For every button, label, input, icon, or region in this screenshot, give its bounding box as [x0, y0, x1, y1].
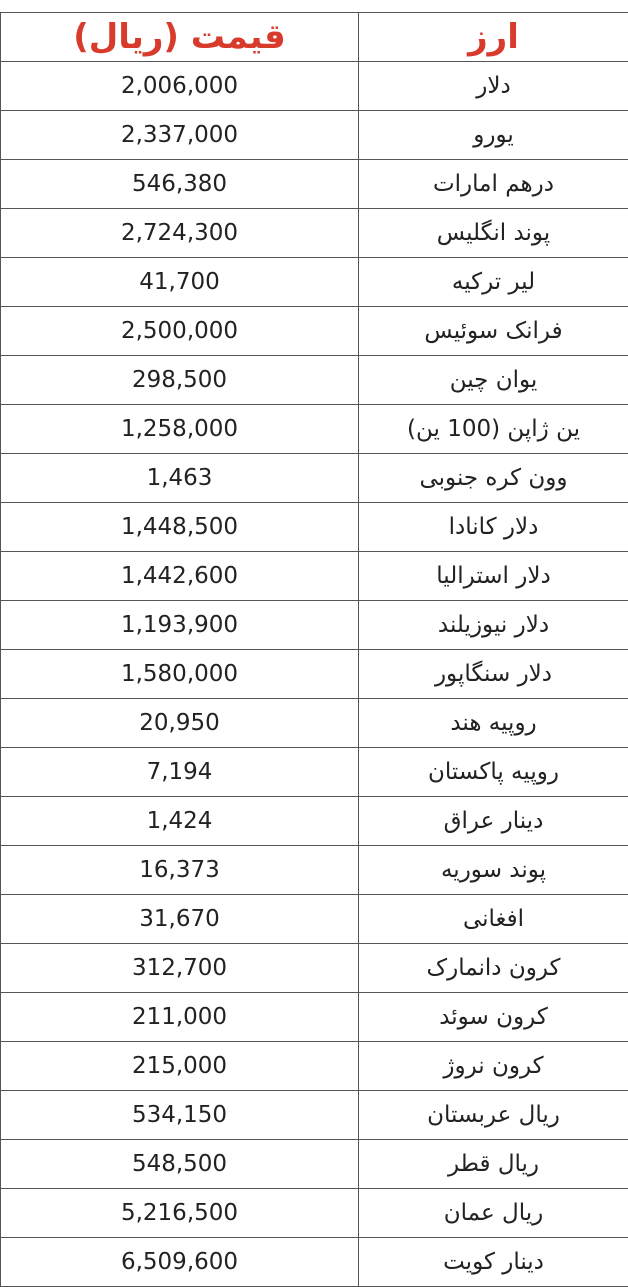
currency-name-cell: کرون سوئد [359, 993, 628, 1042]
currency-name-cell: دینار عراق [359, 797, 628, 846]
currency-name-cell: درهم امارات [359, 160, 628, 209]
price-cell: 1,442,600 [1, 552, 359, 601]
currency-name-cell: لیر ترکیه [359, 258, 628, 307]
price-cell: 2,006,000 [1, 62, 359, 111]
price-column-header: قیمت (ریال) [1, 13, 359, 62]
price-cell: 7,194 [1, 748, 359, 797]
currency-name-cell: یوان چین [359, 356, 628, 405]
exchange-rate-table [0, 12, 628, 1287]
currency-name-cell: ریال قطر [359, 1140, 628, 1189]
table-row [1, 454, 628, 503]
price-cell: 548,500 [1, 1140, 359, 1189]
price-cell: 31,670 [1, 895, 359, 944]
table-row [1, 111, 628, 160]
currency-name-cell: روپیه هند [359, 699, 628, 748]
table-row [1, 601, 628, 650]
currency-column-header: ارز [359, 13, 628, 62]
price-cell: 2,724,300 [1, 209, 359, 258]
currency-name-cell: دلار کانادا [359, 503, 628, 552]
price-cell: 1,258,000 [1, 405, 359, 454]
currency-name-cell: پوند انگلیس [359, 209, 628, 258]
price-cell: 1,580,000 [1, 650, 359, 699]
table-row [1, 1042, 628, 1091]
currency-name-cell: وون کره جنوبی [359, 454, 628, 503]
price-cell: 1,424 [1, 797, 359, 846]
price-cell: 20,950 [1, 699, 359, 748]
table-row [1, 797, 628, 846]
table-header-row [1, 13, 628, 62]
currency-name-cell: یورو [359, 111, 628, 160]
table-row [1, 1238, 628, 1287]
price-cell: 215,000 [1, 1042, 359, 1091]
price-cell: 5,216,500 [1, 1189, 359, 1238]
table-row [1, 650, 628, 699]
currency-name-cell: پوند سوریه [359, 846, 628, 895]
table-row [1, 503, 628, 552]
currency-name-cell: افغانی [359, 895, 628, 944]
table-row [1, 552, 628, 601]
currency-name-cell: ین ژاپن (100 ین) [359, 405, 628, 454]
table-row [1, 209, 628, 258]
currency-name-cell: روپیه پاکستان [359, 748, 628, 797]
currency-name-cell: فرانک سوئیس [359, 307, 628, 356]
currency-name-cell: دلار سنگاپور [359, 650, 628, 699]
price-cell: 298,500 [1, 356, 359, 405]
table-row [1, 748, 628, 797]
price-cell: 546,380 [1, 160, 359, 209]
currency-name-cell: دلار [359, 62, 628, 111]
table-row [1, 1091, 628, 1140]
table-row [1, 258, 628, 307]
price-cell: 534,150 [1, 1091, 359, 1140]
table-row [1, 944, 628, 993]
currency-name-cell: ریال عربستان [359, 1091, 628, 1140]
price-cell: 2,337,000 [1, 111, 359, 160]
table-row [1, 895, 628, 944]
price-cell: 16,373 [1, 846, 359, 895]
table-row [1, 160, 628, 209]
currency-name-cell: ریال عمان [359, 1189, 628, 1238]
price-cell: 6,509,600 [1, 1238, 359, 1287]
table-body [1, 62, 628, 1287]
price-cell: 41,700 [1, 258, 359, 307]
table-row [1, 1189, 628, 1238]
price-cell: 2,500,000 [1, 307, 359, 356]
price-cell: 1,193,900 [1, 601, 359, 650]
table-row [1, 62, 628, 111]
table-row [1, 846, 628, 895]
currency-name-cell: دینار کویت [359, 1238, 628, 1287]
currency-name-cell: کرون نروژ [359, 1042, 628, 1091]
price-cell: 211,000 [1, 993, 359, 1042]
currency-name-cell: دلار نیوزیلند [359, 601, 628, 650]
table-row [1, 699, 628, 748]
table-row [1, 307, 628, 356]
table-row [1, 356, 628, 405]
price-cell: 1,448,500 [1, 503, 359, 552]
currency-name-cell: دلار استرالیا [359, 552, 628, 601]
table-row [1, 993, 628, 1042]
table-row [1, 1140, 628, 1189]
table-row [1, 405, 628, 454]
price-cell: 312,700 [1, 944, 359, 993]
currency-name-cell: کرون دانمارک [359, 944, 628, 993]
price-cell: 1,463 [1, 454, 359, 503]
